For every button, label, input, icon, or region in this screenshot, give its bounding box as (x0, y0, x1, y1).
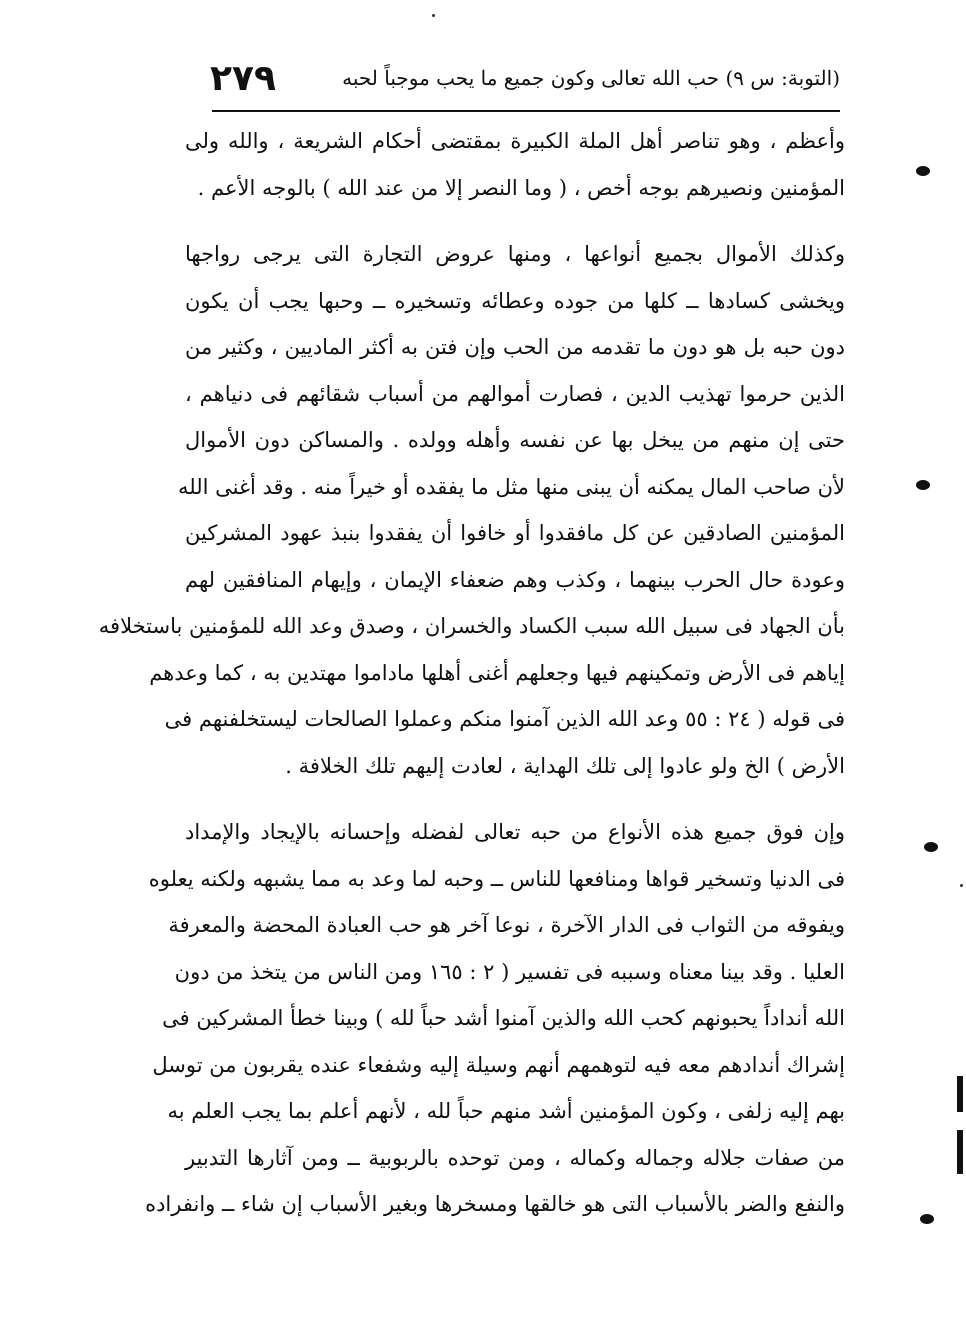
text-line: بأن الجهاد فى سبيل الله سبب الكساد والخسران ، وصدق وعد الله للمؤمنين باستخلافه (98, 614, 845, 638)
page-header (200, 52, 840, 112)
text-line: وكذلك الأموال بجميع أنواعها ، ومنها عروض التجارة التى يرجى رواجها (185, 242, 845, 266)
text-line: وعودة حال الحرب بينهما ، وكذب وهم ضعفاء الإيمان ، وإيهام المنافقين لهم (185, 567, 845, 592)
page-number: ٢٧٩ (210, 58, 276, 99)
text-line: حتى إن منهم من يبخل بها عن نفسه وأهله وولده . والمساكن دون الأموال (185, 428, 845, 452)
text-line: فى الدنيا وتسخير قواها ومنافعها للناس ــ وحبه لما وعد به مما يشبهه ولكنه يعلوه (148, 866, 845, 891)
scan-edge-mark (957, 1130, 963, 1174)
text-line: ويخشى كسادها ــ كلها من جوده وعطائه وتسخيره ــ وحبها يجب أن يكون (185, 288, 845, 313)
paragraph-1 (185, 118, 845, 211)
text-line: إشراك أندادهم معه فيه لتوهمهم أنهم وسيلة إليه وشفعاء عنده يقربون من توسل (152, 1052, 845, 1077)
text-line: إياهم فى الأرض وتمكينهم فيها وجعلهم أغنى أهلها ماداموا مهتدين به ، كما وعدهم (149, 660, 845, 685)
text-line: الأرض ) الخ ولو عادوا إلى تلك الهداية ، لعادت إليهم تلك الخلافة . (285, 753, 845, 778)
text-line: العليا . وقد بينا معناه وسببه فى تفسير ( ٢ : ١٦٥ ومن الناس من يتخذ من دون (174, 959, 845, 984)
scan-speck (960, 884, 963, 887)
header-rule (212, 110, 840, 112)
binding-hole-mark (916, 480, 930, 490)
text-line: والنفع والضر بالأسباب التى هو خالقها ومسخرها وبغير الأسباب إن شاء ــ وانفراده (145, 1192, 845, 1216)
text-line: فى قوله ( ٢٤ : ٥٥ وعد الله الذين آمنوا منكم وعملوا الصالحات ليستخلفنهم فى (164, 707, 845, 731)
text-line: بهم إليه زلفى ، وكون المؤمنين أشد منهم حباً لله ، لأنهم أعلم بما يجب العلم به (167, 1099, 845, 1123)
text-line: وإن فوق جميع هذه الأنواع من حبه تعالى لفضله وإحسانه بالإيجاد والإمداد (185, 820, 845, 844)
text-line: دون حبه بل هو دون ما تقدمه من الحب وإن فتن به أكثر الماديين ، وكثير من (185, 335, 845, 359)
paragraph-3 (145, 809, 845, 1228)
paragraph-2 (98, 231, 845, 789)
text-line: لأن صاحب المال يمكنه أن يبنى منها مثل ما يفقده أو خيراً منه . وقد أغنى الله (178, 474, 845, 499)
text-line: المؤمنين ونصيرهم بوجه أخص ، ( وما النصر إلا من عند الله ) بالوجه الأعم . (197, 175, 845, 200)
binding-hole-mark (920, 1214, 934, 1224)
scan-edge-mark (957, 1076, 963, 1112)
text-line: وأعظم ، وهو تناصر أهل الملة الكبيرة بمقتضى أحكام الشريعة ، والله ولى (185, 129, 845, 153)
text-line: ويفوقه من الثواب فى الدار الآخرة ، نوعا آخر هو حب العبادة المحضة والمعرفة (168, 913, 845, 937)
scan-speck (432, 14, 435, 17)
text-line: من صفات جلاله وجماله وكماله ، ومن توحده بالربوبية ــ ومن آثارها التدبير (185, 1145, 845, 1170)
text-line: المؤمنين الصادقين عن كل مافقدوا أو خافوا أن يفقدوا بنبذ عهود المشركين (185, 521, 845, 545)
binding-hole-mark (924, 842, 938, 852)
body-text (98, 118, 845, 1228)
paragraph-gap (185, 789, 845, 809)
running-head: (التوبة: س ٩) حب الله تعالى وكون جميع ما يحب موجباً لحبه (342, 66, 840, 90)
paragraph-gap (185, 211, 845, 231)
binding-hole-mark (916, 166, 930, 176)
text-line: الذين حرموا تهذيب الدين ، فصارت أموالهم من أسباب شقائهم فى دنياهم ، (185, 381, 845, 406)
text-line: الله أنداداً يحبونهم كحب الله والذين آمنوا أشد حباً لله ) وبينا خطأ المشركين فى (162, 1006, 845, 1030)
